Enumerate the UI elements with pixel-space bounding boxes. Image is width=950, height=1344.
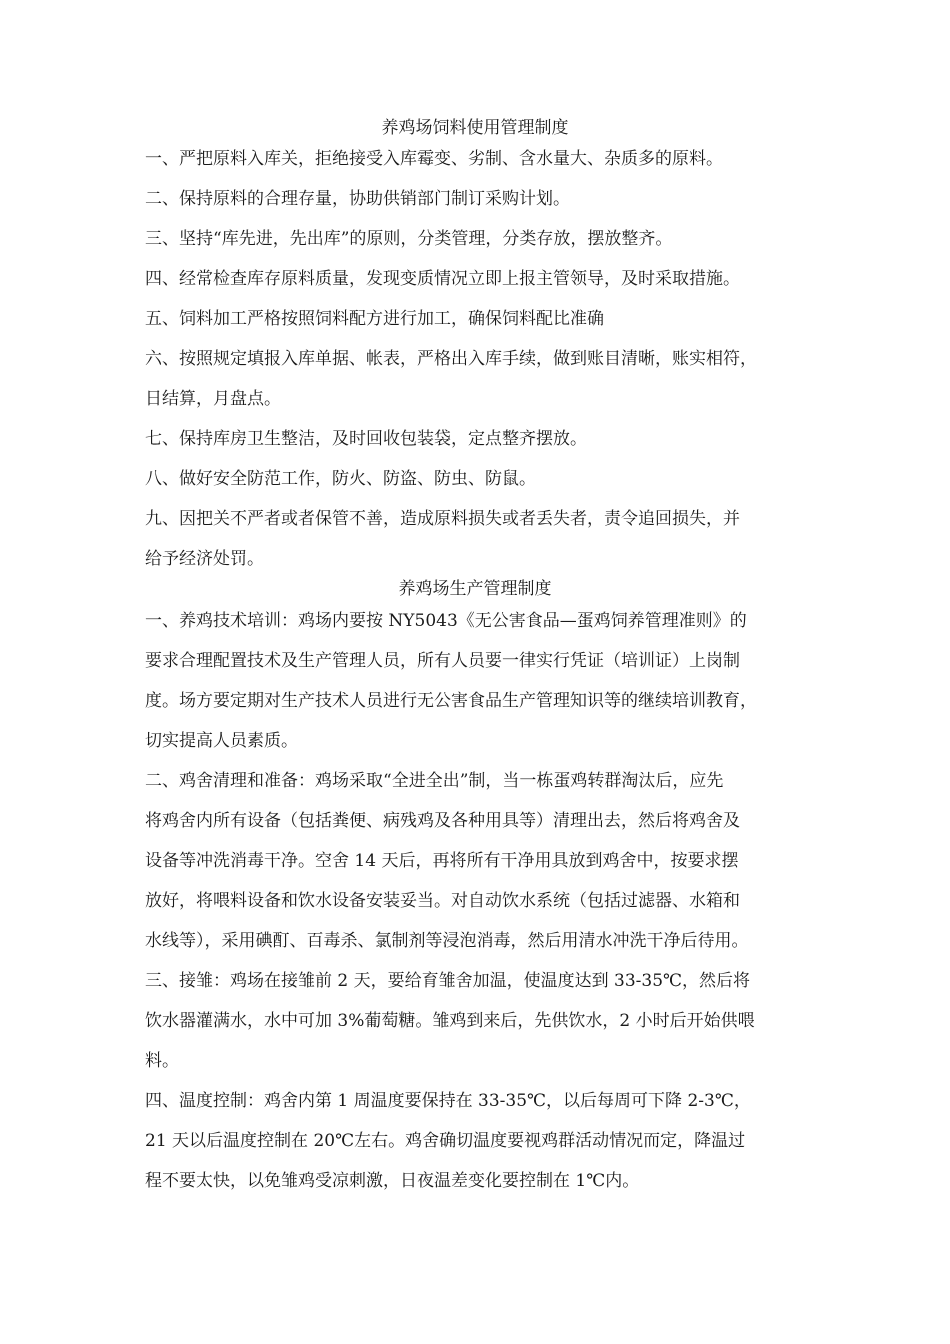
section2-line: 程不要太快，以免雏鸡受凉刺激，日夜温差变化要控制在 1℃内。 xyxy=(145,1171,640,1191)
section1-line: 七、保持库房卫生整洁，及时回收包装袋，定点整齐摆放。 xyxy=(145,429,587,449)
section1-line: 八、做好安全防范工作，防火、防盗、防虫、防鼠。 xyxy=(145,469,536,489)
section2-line: 放好，将喂料设备和饮水设备安装妥当。对自动饮水系统（包括过滤器、水箱和 xyxy=(145,891,740,911)
section2-title: 养鸡场生产管理制度 xyxy=(398,579,552,599)
section1-line: 五、饲料加工严格按照饲料配方进行加工，确保饲料配比准确 xyxy=(145,309,604,329)
section2-line: 饮水器灌满水，水中可加 3%葡萄糖。雏鸡到来后，先供饮水，2 小时后开始供喂 xyxy=(145,1011,755,1031)
section2-line: 要求合理配置技术及生产管理人员，所有人员要一律实行凭证（培训证）上岗制 xyxy=(145,651,740,671)
section2-line: 三、接雏：鸡场在接雏前 2 天，要给育雏舍加温，使温度达到 33-35℃，然后将 xyxy=(145,971,751,991)
section1-line: 日结算，月盘点。 xyxy=(145,389,281,409)
section1-line: 九、因把关不严者或者保管不善，造成原料损失或者丢失者，责令追回损失，并 xyxy=(145,509,740,529)
section2-line: 设备等冲洗消毒干净。空舍 14 天后，再将所有干净用具放到鸡舍中，按要求摆 xyxy=(145,851,739,871)
section1-line: 一、严把原料入库关，拒绝接受入库霉变、劣制、含水量大、杂质多的原料。 xyxy=(145,149,723,169)
section2-line: 21 天以后温度控制在 20℃左右。鸡舍确切温度要视鸡群活动情况而定，降温过 xyxy=(145,1131,746,1151)
section2-line: 水线等），采用碘酊、百毒杀、氯制剂等浸泡消毒，然后用清水冲洗干净后待用。 xyxy=(145,931,749,951)
section2-line: 将鸡舍内所有设备（包括粪便、病残鸡及各种用具等）清理出去，然后将鸡舍及 xyxy=(145,811,740,831)
section1-line: 给予经济处罚。 xyxy=(145,549,264,569)
section2-line: 二、鸡舍清理和准备：鸡场采取“全进全出”制，当一栋蛋鸡转群淘汰后，应先 xyxy=(145,771,724,791)
section1-title: 养鸡场饲料使用管理制度 xyxy=(381,118,569,138)
section2-line: 一、养鸡技术培训：鸡场内要按 NY5043《无公害食品—蛋鸡饲养管理准则》的 xyxy=(145,611,747,631)
section1-line: 二、保持原料的合理存量，协助供销部门制订采购计划。 xyxy=(145,189,570,209)
section1-line: 四、经常检查库存原料质量，发现变质情况立即上报主管领导，及时采取措施。 xyxy=(145,269,740,289)
section2-line: 四、温度控制：鸡舍内第 1 周温度要保持在 33-35℃，以后每周可下降 2-3℃， xyxy=(145,1091,751,1111)
section1-line: 六、按照规定填报入库单据、帐表，严格出入库手续，做到账目清晰，账实相符， xyxy=(145,349,757,369)
section2-line: 切实提高人员素质。 xyxy=(145,731,298,751)
section1-line: 三、坚持“库先进，先出库”的原则，分类管理，分类存放，摆放整齐。 xyxy=(145,229,673,249)
section2-line: 度。场方要定期对生产技术人员进行无公害食品生产管理知识等的继续培训教育， xyxy=(145,691,757,711)
section2-line: 料。 xyxy=(145,1051,179,1071)
